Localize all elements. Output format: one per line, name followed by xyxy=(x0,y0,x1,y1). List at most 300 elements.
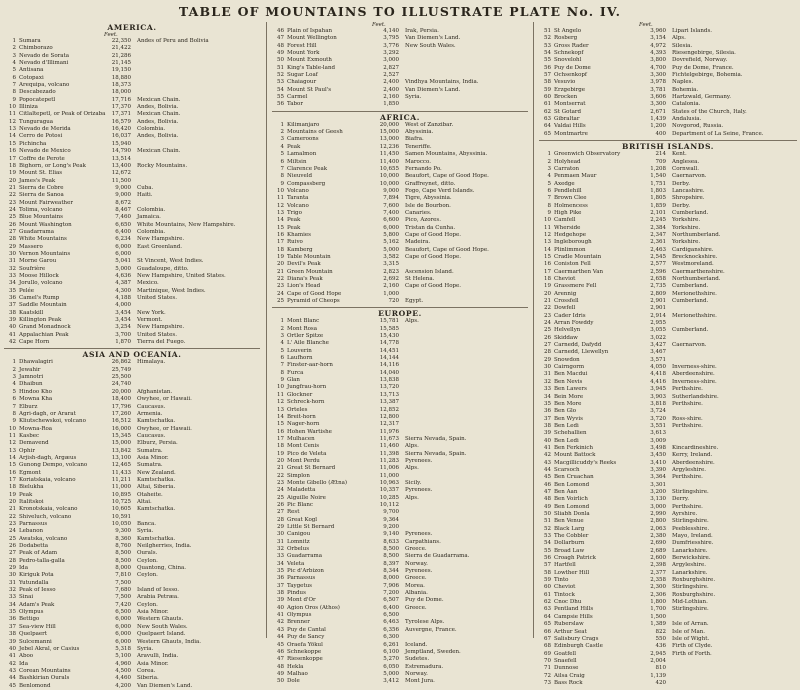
mountain-name: Miltsin xyxy=(287,158,307,165)
mountain-name: Hartfell xyxy=(554,562,576,569)
location: Colombia. xyxy=(137,206,166,213)
height-feet: 3,427 xyxy=(650,342,666,349)
mountain-name: Agion Oros (Athos) xyxy=(287,604,340,611)
mountain-name: Canigou xyxy=(287,531,311,538)
table-row xyxy=(539,35,797,42)
location: Caucasus. xyxy=(137,403,166,410)
mountain-name: Dhawalagiri xyxy=(19,359,53,366)
mountain-name: Coniston Fell xyxy=(554,261,591,268)
location: Syria. xyxy=(137,528,154,535)
height-feet: 15,000 xyxy=(379,129,399,136)
row-number: 38 xyxy=(9,631,16,638)
row-number: 16 xyxy=(9,469,16,476)
table-row xyxy=(539,445,797,452)
height-feet: 3,200 xyxy=(650,488,666,495)
table-row xyxy=(539,548,797,555)
row-number: 15 xyxy=(9,140,16,147)
mountain-name: Puy de Dome xyxy=(554,64,591,71)
mountain-name: Montmartre xyxy=(554,130,588,137)
table-row xyxy=(4,229,260,236)
location: Perthshire. xyxy=(672,422,703,429)
location: Fichtelgebirge, Bohemia. xyxy=(672,72,743,79)
location: Haiti. xyxy=(137,192,153,199)
mountain-name: Table Mountain xyxy=(287,253,331,260)
table-row xyxy=(4,222,260,229)
location: Ceylon. xyxy=(137,557,158,564)
section-heading: ASIA AND OCEANIA. xyxy=(82,350,182,360)
height-feet: 3,700 xyxy=(115,331,131,338)
height-feet: 1,389 xyxy=(650,621,666,628)
row-number: 40 xyxy=(277,604,284,611)
row-number: 69 xyxy=(544,650,551,657)
location: Anglesea. xyxy=(672,158,700,165)
mountain-name: Rosberg xyxy=(554,35,578,42)
location: Merionethshire. xyxy=(672,290,717,297)
height-feet: 15,345 xyxy=(111,432,131,439)
row-number: 4 xyxy=(12,381,16,388)
mountain-name: Kiriguk Pota xyxy=(19,572,54,579)
row-number: 7 xyxy=(12,82,16,89)
height-feet: 8,633 xyxy=(383,538,399,545)
table-row xyxy=(4,639,260,646)
row-number: 12 xyxy=(9,440,16,447)
height-feet: 9,700 xyxy=(383,509,399,516)
mountain-name: Pelée xyxy=(19,287,34,294)
row-number: 18 xyxy=(9,162,16,169)
location: Armenia. xyxy=(137,410,163,417)
height-feet: 3,301 xyxy=(650,481,666,488)
location: Mayo, Ireland. xyxy=(672,533,713,540)
mountain-name: Black Larg xyxy=(554,525,585,532)
location: Cumberland. xyxy=(672,298,709,305)
mountain-name: Malhao xyxy=(287,670,308,677)
table-row xyxy=(272,129,528,136)
mountain-name: Maladetta xyxy=(287,487,316,494)
location: Cumberland. xyxy=(672,327,709,334)
location: Perthshire. xyxy=(672,400,703,407)
row-number: 6 xyxy=(280,355,284,362)
location xyxy=(672,680,797,687)
table-row xyxy=(4,288,260,295)
mountain-name: Olympus xyxy=(287,612,312,619)
location: Altai, Siberia. xyxy=(137,484,176,491)
mountain-name: Sliabh Donla xyxy=(554,511,590,517)
row-number: 3 xyxy=(280,136,284,143)
table-row xyxy=(539,511,797,518)
row-number: 14 xyxy=(544,246,551,253)
row-number: 31 xyxy=(277,538,284,545)
location: West of Zanzibar. xyxy=(405,121,454,128)
mountain-name: Mount Exmouth xyxy=(287,57,332,64)
mountain-name: Ben Venue xyxy=(554,518,584,525)
location: Irak, Persia. xyxy=(405,28,439,34)
table-row xyxy=(272,480,528,487)
location: Hartzwald, Germany. xyxy=(672,94,732,101)
height-feet: 20,000 xyxy=(111,388,131,395)
location: Peeblesshire. xyxy=(672,525,710,532)
mountain-name: St Gotard xyxy=(554,108,582,115)
row-number: 39 xyxy=(9,638,16,645)
height-feet: 2,306 xyxy=(650,591,666,598)
height-feet: 3,300 xyxy=(650,72,666,79)
table-row xyxy=(4,381,260,388)
height-feet: 16,579 xyxy=(111,118,131,125)
mountain-name: Scarsoch xyxy=(554,466,580,473)
location: Guadaloupe, ditto. xyxy=(137,265,189,272)
table-row xyxy=(4,440,260,447)
mountain-name: White Mountains xyxy=(19,236,67,243)
mountain-name: Brenner xyxy=(287,619,310,626)
table-column-3 xyxy=(539,22,797,686)
location: Inverness-shire. xyxy=(672,378,717,385)
row-number: 33 xyxy=(9,273,16,279)
mountain-name: Ben Macdui xyxy=(554,371,588,378)
mountain-name: Nager-horn xyxy=(287,421,320,428)
height-feet: 16,512 xyxy=(111,418,131,425)
section-rule xyxy=(4,348,260,349)
location xyxy=(405,57,528,64)
table-row xyxy=(272,28,528,35)
row-number: 43 xyxy=(544,459,551,466)
table-row xyxy=(272,429,528,436)
location: Mexican Chain. xyxy=(137,111,181,118)
height-feet: 1,000 xyxy=(383,290,399,297)
mountain-name: Finster-aar-horn xyxy=(287,362,333,369)
table-column-1 xyxy=(4,22,260,689)
height-feet: 1,500 xyxy=(650,613,666,620)
table-row xyxy=(4,317,260,324)
height-feet: 14,040 xyxy=(379,369,399,376)
row-number: 39 xyxy=(544,430,551,437)
mountain-name: Puy de Cantal xyxy=(287,626,326,633)
row-number: 2 xyxy=(280,129,284,136)
table-row xyxy=(4,67,260,74)
height-feet: 14,144 xyxy=(379,355,399,362)
height-feet: 14,116 xyxy=(379,362,399,369)
table-row xyxy=(272,239,528,246)
mountain-name: Arennig xyxy=(554,290,577,297)
row-number: 21 xyxy=(9,184,16,191)
row-number: 9 xyxy=(547,209,551,216)
location: Vindhya Mountains, India. xyxy=(405,79,479,86)
row-number: 16 xyxy=(9,148,16,155)
table-row xyxy=(272,443,528,450)
table-row xyxy=(272,605,528,612)
mountain-name: Great St Bernard xyxy=(287,465,336,472)
table-row xyxy=(272,283,528,290)
row-number: 9 xyxy=(280,377,284,384)
mountain-name: Nevado de Mexico xyxy=(19,148,71,155)
mountain-name: Peak xyxy=(287,224,301,231)
location: Dovrefield, Norway. xyxy=(672,57,728,64)
table-row xyxy=(539,72,797,79)
mountain-name: Campsie Hills xyxy=(554,613,593,620)
height-feet: 3,390 xyxy=(650,466,666,473)
location: Norway. xyxy=(405,670,428,677)
location xyxy=(137,200,260,207)
height-feet: 18,000 xyxy=(111,89,131,96)
height-feet: 13,713 xyxy=(379,391,399,398)
mountain-name: Camel's Rump xyxy=(19,295,60,302)
height-feet: 13,387 xyxy=(379,399,399,406)
location xyxy=(137,178,260,185)
location xyxy=(672,408,797,415)
location: Novgorod, Russia. xyxy=(672,123,724,130)
location xyxy=(672,430,797,437)
row-number: 50 xyxy=(277,678,284,685)
height-feet: 7,810 xyxy=(115,572,131,579)
height-feet: 3,818 xyxy=(650,400,666,407)
table-row xyxy=(272,269,528,276)
height-feet: 2,658 xyxy=(650,276,666,282)
row-number: 1 xyxy=(280,318,284,325)
mountain-name: Jamnotri xyxy=(19,374,44,381)
location: New York. xyxy=(137,309,166,316)
height-feet: 7,680 xyxy=(115,587,131,594)
height-feet: 16,000 xyxy=(111,425,131,432)
location xyxy=(405,72,528,79)
height-feet: 2,160 xyxy=(383,94,399,101)
height-feet: 2,689 xyxy=(650,547,666,554)
row-number: 16 xyxy=(544,261,551,268)
row-number: 24 xyxy=(277,290,284,297)
height-feet: 10,000 xyxy=(379,180,399,187)
location xyxy=(137,53,260,60)
height-feet: 2,600 xyxy=(650,555,666,562)
table-row xyxy=(272,94,528,101)
location xyxy=(405,421,528,428)
location: Quelpaert Island. xyxy=(137,631,186,638)
row-number: 71 xyxy=(544,665,551,672)
row-number: 65 xyxy=(544,130,551,137)
row-number: 40 xyxy=(9,324,16,331)
mountain-name: Ochsenkopf xyxy=(554,72,587,79)
height-feet: 8,344 xyxy=(383,568,399,575)
height-feet: 4,972 xyxy=(650,42,666,49)
mountain-name: Hohen Wartishe xyxy=(287,428,332,435)
row-number: 50 xyxy=(277,57,284,64)
row-number: 56 xyxy=(544,555,551,562)
location: Jamaica. xyxy=(137,214,161,221)
table-row xyxy=(539,79,797,86)
height-feet: 6,000 xyxy=(383,224,399,231)
mountain-name: Elburz xyxy=(19,403,38,410)
location xyxy=(405,333,528,340)
table-row xyxy=(539,371,797,378)
location: Alps. xyxy=(405,465,419,472)
height-feet: 550 xyxy=(655,635,666,642)
height-feet: 5,000 xyxy=(383,670,399,677)
location xyxy=(405,473,528,480)
location xyxy=(405,326,528,333)
height-feet: 21,286 xyxy=(111,52,131,59)
mountain-name: Little St Bernard xyxy=(287,524,335,530)
height-feet: 1,439 xyxy=(650,116,666,123)
mountain-name: Macgillicuddy's Reeks xyxy=(554,459,617,466)
table-row xyxy=(539,496,797,503)
location: New Zealand. xyxy=(137,469,176,476)
mountain-name: Nevado de Merida xyxy=(19,126,71,133)
mountain-name: Holyhead xyxy=(554,158,581,165)
height-feet: 436 xyxy=(655,643,666,650)
location: East Greenland. xyxy=(137,243,182,250)
table-row xyxy=(539,665,797,672)
mountain-name: Lamalmon xyxy=(287,151,317,158)
mountain-name: Bettigo xyxy=(19,616,40,623)
table-row xyxy=(4,653,260,660)
mountain-name: Cape of Good Hope xyxy=(287,290,342,297)
table-row xyxy=(539,570,797,577)
location: Kamtschatka. xyxy=(137,535,176,542)
location: Puy de Dome, France. xyxy=(672,64,734,71)
mountain-name: Cheviot xyxy=(554,276,576,282)
location: Jemptland, Sweden. xyxy=(405,648,461,655)
table-row xyxy=(539,680,797,687)
mountain-name: Breit-horn xyxy=(287,413,316,420)
mountain-name: Kaatskill xyxy=(19,309,44,316)
row-number: 22 xyxy=(9,192,16,199)
height-feet: 6,300 xyxy=(383,634,399,641)
height-feet: 3,467 xyxy=(650,349,666,356)
row-number: 26 xyxy=(9,221,16,228)
table-row xyxy=(4,484,260,491)
location: Greece. xyxy=(405,546,427,553)
row-number: 58 xyxy=(544,79,551,86)
table-row xyxy=(4,455,260,462)
location xyxy=(405,101,528,108)
mountain-name: Cader Idris xyxy=(554,312,586,319)
row-number: 39 xyxy=(9,317,16,324)
location: Andes, Bolivia. xyxy=(137,118,179,125)
table-row xyxy=(272,502,528,509)
row-number: 20 xyxy=(9,177,16,184)
table-row xyxy=(539,131,797,138)
height-feet: 8,672 xyxy=(115,199,131,206)
location: Pico, Azores. xyxy=(405,217,441,224)
mountain-name: Dowfell xyxy=(554,305,576,312)
table-row xyxy=(539,151,797,158)
row-number: 32 xyxy=(544,378,551,385)
row-number: 35 xyxy=(9,609,16,616)
table-row xyxy=(539,599,797,606)
location: Siberia. xyxy=(137,675,159,682)
location xyxy=(672,614,797,621)
table-row xyxy=(539,335,797,342)
row-number: 47 xyxy=(277,35,284,42)
table-row xyxy=(272,79,528,86)
row-number: 42 xyxy=(9,660,16,667)
mountain-name: The Cobbler xyxy=(554,533,589,540)
table-row xyxy=(272,232,528,239)
table-row xyxy=(4,111,260,118)
mountain-name: Killington Peak xyxy=(19,317,62,324)
table-row xyxy=(539,394,797,401)
row-number: 40 xyxy=(544,437,551,444)
height-feet: 10,050 xyxy=(111,521,131,527)
location: Norway. xyxy=(405,560,428,567)
table-row xyxy=(272,326,528,333)
table-row xyxy=(272,340,528,347)
mountain-name: Ben Aan xyxy=(554,488,578,495)
row-number: 47 xyxy=(544,488,551,495)
row-number: 12 xyxy=(277,399,284,406)
height-feet: 12,236 xyxy=(379,143,399,150)
mountain-name: Parnassus xyxy=(287,575,316,582)
row-number: 5 xyxy=(280,151,284,158)
location: Kerry, Ireland. xyxy=(672,452,713,459)
height-feet: 15,000 xyxy=(111,440,131,447)
row-number: 10 xyxy=(544,217,551,224)
location xyxy=(672,305,797,312)
table-row xyxy=(4,89,260,96)
mountain-name: Snowdon xyxy=(554,356,580,363)
mountain-name: Arran Fowddy xyxy=(554,320,594,327)
mountain-name: Orbelus xyxy=(287,546,310,553)
table-row xyxy=(272,101,528,108)
location: Sumatra. xyxy=(137,462,163,469)
height-feet: 16,420 xyxy=(111,126,131,133)
row-number: 4 xyxy=(280,340,284,347)
table-row xyxy=(272,43,528,50)
row-number: 62 xyxy=(544,599,551,606)
row-number: 10 xyxy=(277,187,284,194)
location: Marocco. xyxy=(405,158,431,165)
height-feet: 1,540 xyxy=(650,173,666,180)
mountain-name: Mont Blanc xyxy=(287,318,320,325)
table-row xyxy=(4,119,260,126)
mountain-name: Ben Lomond xyxy=(554,481,590,488)
table-row xyxy=(4,602,260,609)
height-feet: 21,145 xyxy=(111,60,131,67)
table-row xyxy=(4,396,260,403)
location: Tigre, Abyssinia. xyxy=(405,195,452,202)
row-number: 28 xyxy=(9,236,16,243)
table-row xyxy=(272,210,528,217)
location xyxy=(137,580,260,587)
height-feet: 7,600 xyxy=(383,202,399,209)
height-feet: 10,895 xyxy=(111,491,131,498)
mountain-name: Dole xyxy=(287,678,300,685)
row-number: 64 xyxy=(544,123,551,130)
mountain-name: Ben Ledi xyxy=(554,437,579,444)
row-number: 34 xyxy=(277,560,284,567)
row-number: 36 xyxy=(277,575,284,582)
location: Arabia Petræa. xyxy=(137,594,179,601)
row-number: 32 xyxy=(9,587,16,594)
mountain-name: Green Mountain xyxy=(287,268,333,275)
mountain-name: Volcano xyxy=(287,187,309,194)
row-number: 31 xyxy=(544,371,551,378)
height-feet: 3,292 xyxy=(383,50,399,57)
height-feet: 3,454 xyxy=(115,317,131,324)
location xyxy=(137,251,260,258)
row-number: 16 xyxy=(277,428,284,435)
row-number: 16 xyxy=(277,231,284,238)
height-feet: 4,300 xyxy=(115,287,131,294)
height-feet: 420 xyxy=(655,679,666,686)
mountain-name: Pindus xyxy=(287,590,306,597)
row-number: 28 xyxy=(544,349,551,356)
mountain-name: Bein More xyxy=(554,393,584,400)
table-row xyxy=(539,123,797,130)
location: Himalaya. xyxy=(137,359,166,366)
mountain-name: Simplon xyxy=(287,472,310,479)
height-feet: 11,460 xyxy=(379,443,399,450)
mountain-name: Peak of Adam xyxy=(19,550,58,557)
location xyxy=(137,170,260,177)
row-number: 63 xyxy=(544,606,551,613)
mountain-name: Trigo xyxy=(287,209,302,216)
